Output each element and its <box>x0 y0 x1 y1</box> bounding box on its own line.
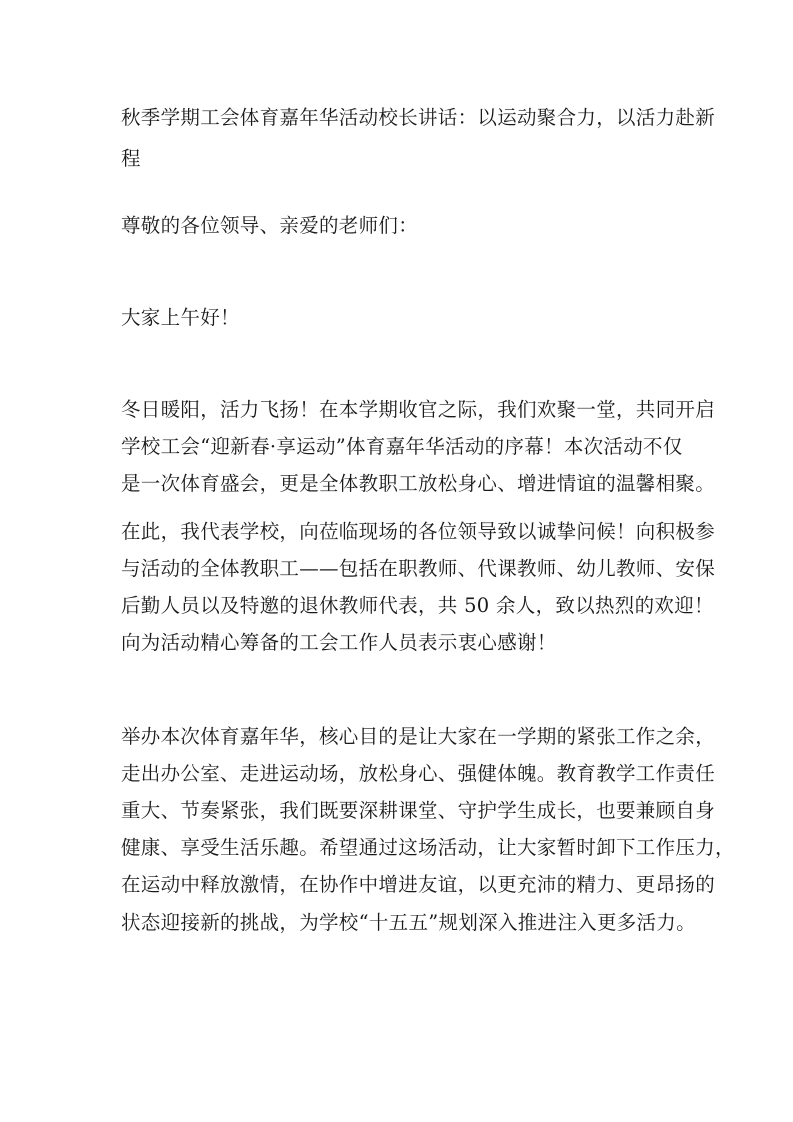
paragraph-line: 走出办公室、走进运动场，放松身心、强健体魄。教育教学工作责任 <box>121 762 716 785</box>
paragraph-line: 举办本次体育嘉年华，核心目的是让大家在一学期的紧张工作之余， <box>121 725 716 748</box>
salutation: 尊敬的各位领导、亲爱的老师们： <box>121 214 419 237</box>
document-title-line-2: 程 <box>121 147 141 170</box>
paragraph-line: 向为活动精心筹备的工会工作人员表示衷心感谢！ <box>121 631 557 654</box>
paragraph-line: 与活动的全体教职工——包括在职教师、代课教师、幼儿教师、安保 <box>121 557 716 580</box>
greeting: 大家上午好！ <box>121 306 240 329</box>
paragraph-line: 健康、享受生活乐趣。希望通过这场活动，让大家暂时卸下工作压力， <box>121 836 735 859</box>
paragraph-line: 学校工会“迎新春·享运动”体育嘉年华活动的序幕！本次活动不仅 <box>121 435 683 458</box>
paragraph-line: 在运动中释放激情，在协作中增进友谊，以更充沛的精力、更昂扬的 <box>121 873 716 896</box>
paragraph-line: 是一次体育盛会，更是全体教职工放松身心、增进情谊的温馨相聚。 <box>121 472 716 495</box>
paragraph-line: 冬日暖阳，活力飞扬！在本学期收官之际，我们欢聚一堂，共同开启 <box>121 398 716 421</box>
paragraph-line: 在此，我代表学校，向莅临现场的各位领导致以诚挚问候！向积极参 <box>121 520 716 543</box>
paragraph-line: 后勤人员以及特邀的退休教师代表，共 50 余人，致以热烈的欢迎！ <box>121 594 714 617</box>
paragraph-line: 状态迎接新的挑战，为学校“十五五”规划深入推进注入更多活力。 <box>121 911 696 934</box>
document-title-line-1: 秋季学期工会体育嘉年华活动校长讲话：以运动聚合力，以活力赴新 <box>121 106 716 129</box>
paragraph-line: 重大、节奏紧张，我们既要深耕课堂、守护学生成长，也要兼顾自身 <box>121 799 716 822</box>
